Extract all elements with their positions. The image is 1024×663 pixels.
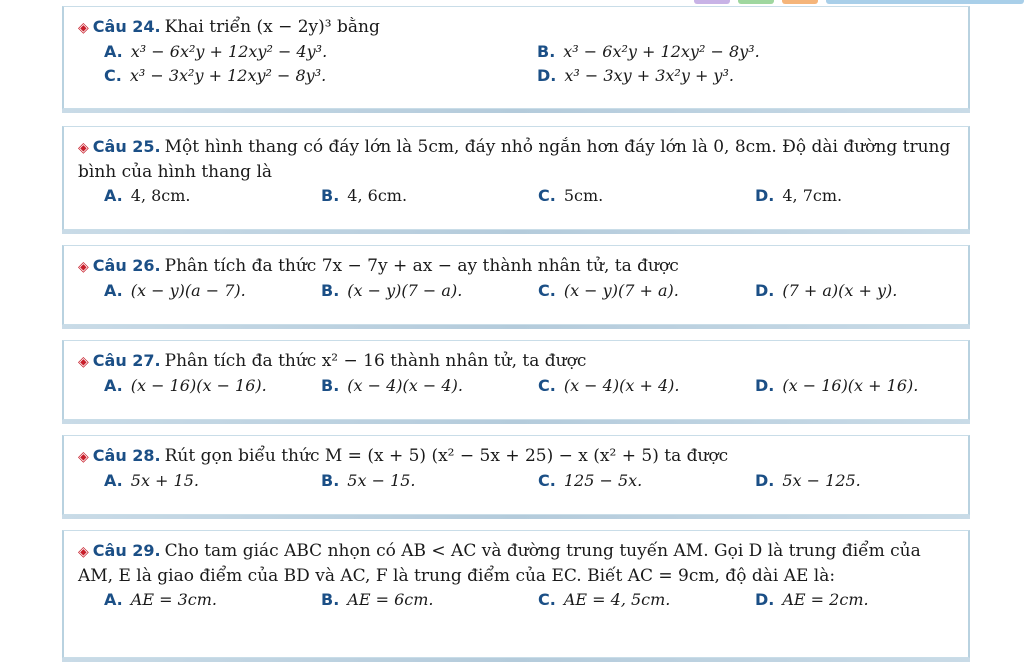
- option-label: A.: [104, 42, 123, 61]
- question-26: [62, 245, 970, 325]
- option-label: A.: [104, 471, 123, 490]
- option-text: 4, 8cm.: [130, 186, 191, 205]
- answer-options: [78, 279, 958, 303]
- option-label: A.: [104, 281, 123, 300]
- question-text: Rút gọn biểu thức M = (x + 5) (x² − 5x + 25) − x (x² + 5) ta được: [164, 446, 729, 466]
- top-decoration-segment: [738, 0, 774, 4]
- option-label: A.: [104, 376, 123, 395]
- option-text: x³ − 3x²y + 12xy² − 8y³.: [129, 66, 327, 85]
- option-label: C.: [538, 376, 556, 395]
- option-label: A.: [104, 590, 123, 609]
- option-label: B.: [321, 281, 340, 300]
- option-text: AE = 6cm.: [347, 590, 434, 609]
- question-stem: [78, 444, 958, 469]
- question-stem: [78, 539, 958, 588]
- question-stem: [78, 15, 958, 40]
- option-a[interactable]: [104, 279, 321, 303]
- answer-options: [78, 40, 958, 88]
- option-d[interactable]: [755, 374, 958, 398]
- option-label: C.: [538, 471, 556, 490]
- option-label: D.: [755, 376, 775, 395]
- option-d[interactable]: [755, 184, 958, 208]
- option-c[interactable]: [538, 588, 755, 612]
- option-label: C.: [538, 281, 556, 300]
- option-c[interactable]: [538, 279, 755, 303]
- option-text: 5x − 15.: [347, 471, 416, 490]
- option-label: D.: [755, 281, 775, 300]
- option-label: D.: [755, 186, 775, 205]
- option-label: C.: [104, 66, 122, 85]
- question-stem: [78, 135, 958, 184]
- answer-options: [78, 469, 958, 493]
- option-a[interactable]: [104, 374, 321, 398]
- option-text: (x − y)(7 − a).: [347, 281, 463, 300]
- question-stem: [78, 349, 958, 374]
- option-label: B.: [321, 186, 340, 205]
- question-number: Câu 26.: [92, 256, 161, 275]
- question-text: Phân tích đa thức x² − 16 thành nhân tử, ta được: [164, 351, 587, 371]
- question-number: Câu 24.: [92, 17, 161, 36]
- answer-options: [78, 588, 958, 612]
- option-b[interactable]: [321, 588, 538, 612]
- top-decoration-segment: [694, 0, 730, 4]
- option-d[interactable]: [755, 469, 958, 493]
- diamond-outline-icon: ◈: [78, 544, 89, 560]
- option-a[interactable]: [104, 40, 537, 64]
- question-27: [62, 340, 970, 420]
- option-text: 4, 6cm.: [347, 186, 408, 205]
- option-d[interactable]: [755, 588, 958, 612]
- option-a[interactable]: [104, 184, 321, 208]
- diamond-outline-icon: ◈: [78, 20, 89, 36]
- option-text: x³ − 6x²y + 12xy² − 4y³.: [130, 42, 328, 61]
- diamond-outline-icon: ◈: [78, 259, 89, 275]
- option-b[interactable]: [321, 374, 538, 398]
- option-text: 125 − 5x.: [563, 471, 643, 490]
- question-number: Câu 25.: [92, 137, 161, 156]
- option-text: (x − 4)(x + 4).: [563, 376, 680, 395]
- option-b[interactable]: [537, 40, 958, 64]
- option-label: B.: [321, 590, 340, 609]
- answer-options: [78, 374, 958, 398]
- option-label: D.: [755, 471, 775, 490]
- question-list: [62, 6, 970, 658]
- option-label: C.: [538, 186, 556, 205]
- question-number: Câu 29.: [92, 541, 161, 560]
- option-c[interactable]: [104, 64, 537, 88]
- diamond-outline-icon: ◈: [78, 354, 89, 370]
- option-b[interactable]: [321, 469, 538, 493]
- question-text: Một hình thang có đáy lớn là 5cm, đáy nhỏ ngắn hơn đáy lớn là 0, 8cm. Độ dài đường trung bình của hình thang là: [78, 137, 951, 182]
- option-label: B.: [321, 471, 340, 490]
- option-text: (x − y)(a − 7).: [130, 281, 246, 300]
- option-text: (x − 16)(x − 16).: [130, 376, 267, 395]
- question-text: Phân tích đa thức 7x − 7y + ax − ay thành nhân tử, ta được: [164, 256, 679, 276]
- option-label: A.: [104, 186, 123, 205]
- option-label: B.: [537, 42, 556, 61]
- top-decoration-segment: [782, 0, 818, 4]
- question-number: Câu 28.: [92, 446, 161, 465]
- option-c[interactable]: [538, 469, 755, 493]
- diamond-outline-icon: ◈: [78, 449, 89, 465]
- question-stem: [78, 254, 958, 279]
- question-25: [62, 126, 970, 230]
- option-text: 5x + 15.: [130, 471, 199, 490]
- option-text: (7 + a)(x + y).: [782, 281, 898, 300]
- option-a[interactable]: [104, 588, 321, 612]
- option-c[interactable]: [538, 374, 755, 398]
- option-text: x³ − 6x²y + 12xy² − 8y³.: [563, 42, 760, 61]
- option-label: D.: [755, 590, 775, 609]
- option-a[interactable]: [104, 469, 321, 493]
- question-text: Khai triển (x − 2y)³ bằng: [164, 17, 380, 37]
- option-text: (x − 16)(x + 16).: [782, 376, 919, 395]
- answer-options: [78, 184, 958, 208]
- diamond-outline-icon: ◈: [78, 140, 89, 156]
- option-c[interactable]: [538, 184, 755, 208]
- option-text: AE = 3cm.: [130, 590, 217, 609]
- option-text: (x − y)(7 + a).: [563, 281, 679, 300]
- option-d[interactable]: [755, 279, 958, 303]
- option-text: 5x − 125.: [782, 471, 861, 490]
- question-number: Câu 27.: [92, 351, 161, 370]
- question-text: Cho tam giác ABC nhọn có AB < AC và đường trung tuyến AM. Gọi D là trung điểm của AM, E là giao điểm của BD và AC, F là trung điểm của EC. Biết AC = 9cm, độ dài AE là:: [78, 541, 921, 586]
- option-label: B.: [321, 376, 340, 395]
- question-24: [62, 6, 970, 109]
- option-b[interactable]: [321, 184, 538, 208]
- option-d[interactable]: [537, 64, 958, 88]
- question-29: [62, 530, 970, 658]
- top-decoration-segment: [826, 0, 1024, 4]
- option-text: 5cm.: [563, 186, 604, 205]
- option-text: 4, 7cm.: [782, 186, 843, 205]
- option-text: (x − 4)(x − 4).: [347, 376, 463, 395]
- question-28: [62, 435, 970, 515]
- option-text: x³ − 3xy + 3x²y + y³.: [564, 66, 734, 85]
- option-text: AE = 2cm.: [782, 590, 869, 609]
- option-text: AE = 4, 5cm.: [563, 590, 671, 609]
- option-b[interactable]: [321, 279, 538, 303]
- option-label: D.: [537, 66, 557, 85]
- option-label: C.: [538, 590, 556, 609]
